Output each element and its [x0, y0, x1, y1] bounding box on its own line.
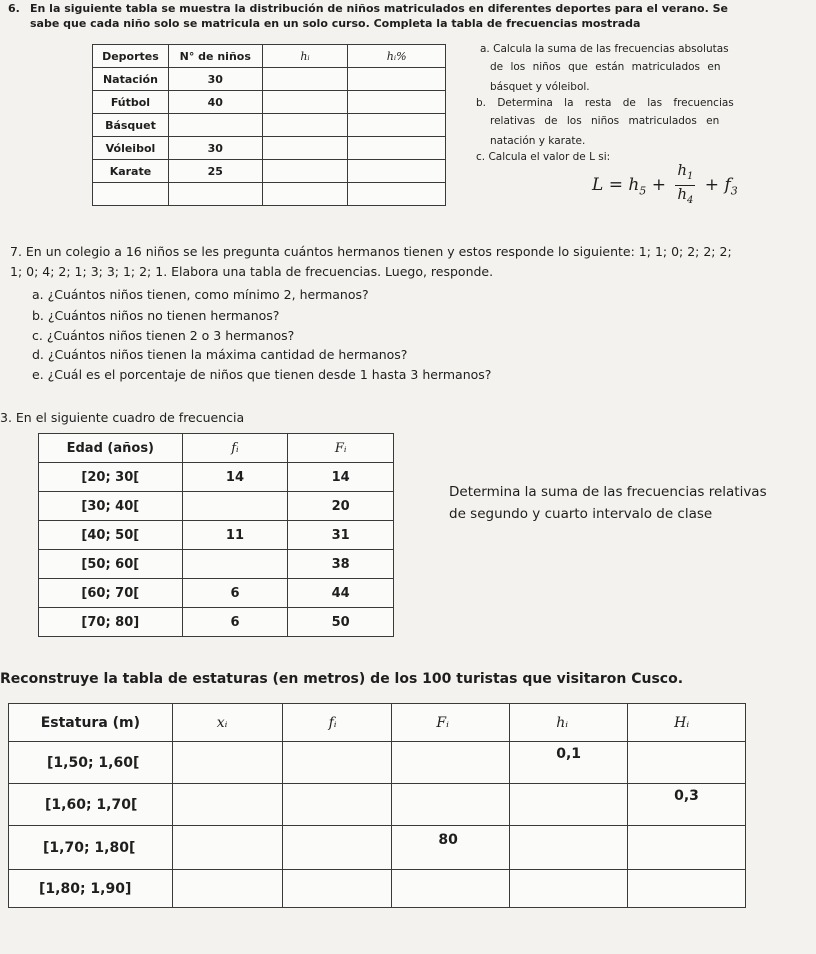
- height-header-fi: fᵢ: [282, 704, 392, 742]
- table-cell: 14: [288, 463, 394, 492]
- table-cell: [172, 870, 282, 908]
- ex6-number: 6.: [8, 2, 20, 15]
- table-cell: [1,50; 1,60[: [9, 742, 173, 784]
- table-cell: 31: [288, 521, 394, 550]
- sports-header-hi: hᵢ: [262, 45, 348, 68]
- formula-sub3: 3: [730, 184, 738, 198]
- table-cell: [262, 68, 348, 91]
- table-cell: 38: [288, 550, 394, 579]
- table-cell: [262, 137, 348, 160]
- table-cell: 14: [182, 463, 288, 492]
- table-cell: 0,1: [510, 742, 628, 784]
- table-cell: [40; 50[: [39, 521, 183, 550]
- table-cell: [262, 183, 348, 206]
- table-cell: [1,80; 1,90]: [9, 870, 173, 908]
- ex6-question-b-line3: natación y karate.: [490, 135, 586, 147]
- table-cell: [282, 784, 392, 826]
- table-cell: [1,60; 1,70[: [9, 784, 173, 826]
- table-cell: [348, 91, 446, 114]
- ex7-statement-line2: 1; 0; 4; 2; 1; 3; 3; 1; 2; 1. Elabora una tabla de frecuencias. Luego, responde.: [10, 264, 494, 279]
- ex6-question-c: c. Calcula el valor de L si:: [476, 151, 611, 163]
- table-cell: [168, 114, 262, 137]
- table-cell: [348, 137, 446, 160]
- table-cell: Vóleibol: [93, 137, 169, 160]
- table-cell: [20; 30[: [39, 463, 183, 492]
- height-header-xi: xᵢ: [172, 704, 282, 742]
- height-frequency-table: [8, 703, 746, 908]
- sports-header-hi-pct: hᵢ%: [348, 45, 446, 68]
- table-cell: [348, 68, 446, 91]
- table-cell: 6: [182, 579, 288, 608]
- table-cell: Fútbol: [93, 91, 169, 114]
- table-cell: [392, 784, 510, 826]
- ex6-question-a-line1: a. Calcula la suma de las frecuencias absolutas: [480, 43, 729, 55]
- table-cell: [182, 550, 288, 579]
- table-cell: 0,3: [628, 784, 746, 826]
- table-cell: [282, 826, 392, 870]
- table-cell: 20: [288, 492, 394, 521]
- ex6-statement-line1: En la siguiente tabla se muestra la distribución de niños matriculados en diferentes deportes para el verano. Se: [30, 2, 728, 15]
- age-header-Fi: Fᵢ: [288, 434, 394, 463]
- table-cell: [60; 70[: [39, 579, 183, 608]
- table-cell: 44: [288, 579, 394, 608]
- ex8-title: 3. En el siguiente cuadro de frecuencia: [0, 410, 245, 425]
- table-cell: [168, 183, 262, 206]
- table-cell: [282, 870, 392, 908]
- table-cell: [262, 91, 348, 114]
- formula-lhs: L = h: [592, 175, 640, 195]
- table-cell: [70; 80]: [39, 608, 183, 637]
- table-cell: [172, 784, 282, 826]
- table-cell: [628, 742, 746, 784]
- ex6-statement-line2: sabe que cada niño solo se matricula en un solo curso. Completa la tabla de frecuencias mostrada: [30, 17, 641, 30]
- age-header-fi: fᵢ: [182, 434, 288, 463]
- ex7-question-e: e. ¿Cuál es el porcentaje de niños que tienen desde 1 hasta 3 hermanos?: [32, 367, 492, 382]
- ex7-statement-line1: 7. En un colegio a 16 niños se les pregunta cuántos hermanos tienen y estos responde lo siguiente: 1; 1; 0; 2; 2; 2;: [10, 244, 732, 259]
- height-header-hi: hᵢ: [510, 704, 628, 742]
- table-cell: 11: [182, 521, 288, 550]
- table-cell: [93, 183, 169, 206]
- table-cell: [50; 60[: [39, 550, 183, 579]
- table-cell: Básquet: [93, 114, 169, 137]
- formula-num-sub: 1: [687, 171, 694, 182]
- ex6-question-b-line1: b. Determina la resta de las frecuencias: [476, 97, 734, 109]
- ex8-question-line1: Determina la suma de las frecuencias relativas: [449, 484, 767, 500]
- table-cell: [628, 826, 746, 870]
- ex8-question-line2: de segundo y cuarto intervalo de clase: [449, 506, 713, 522]
- ex7-question-b: b. ¿Cuántos niños no tienen hermanos?: [32, 308, 280, 323]
- table-cell: [510, 870, 628, 908]
- age-frequency-table: [38, 433, 394, 637]
- table-cell: [348, 160, 446, 183]
- table-cell: 30: [168, 137, 262, 160]
- table-cell: Karate: [93, 160, 169, 183]
- table-cell: [392, 742, 510, 784]
- height-header-estatura: Estatura (m): [9, 704, 173, 742]
- table-cell: [348, 114, 446, 137]
- table-cell: [510, 826, 628, 870]
- ex6-question-a-line2: de los niños que están matriculados en: [490, 61, 721, 73]
- table-cell: [172, 826, 282, 870]
- age-header-edad: Edad (años): [39, 434, 183, 463]
- ex7-question-c: c. ¿Cuántos niños tienen 2 o 3 hermanos?: [32, 328, 295, 343]
- table-cell: [1,70; 1,80[: [9, 826, 173, 870]
- table-cell: [182, 492, 288, 521]
- table-cell: [392, 870, 510, 908]
- table-cell: 6: [182, 608, 288, 637]
- ex7-question-a: a. ¿Cuántos niños tienen, como mínimo 2, hermanos?: [32, 287, 369, 302]
- formula-num: h: [677, 161, 688, 179]
- formula-plus-f: + f: [699, 175, 731, 195]
- formula-plus: +: [646, 175, 672, 195]
- ex7-question-d: d. ¿Cuántos niños tienen la máxima cantidad de hermanos?: [32, 347, 408, 362]
- table-cell: 50: [288, 608, 394, 637]
- table-cell: [510, 784, 628, 826]
- table-cell: [262, 160, 348, 183]
- ex6-question-b-line2: relativas de los niños matriculados en: [490, 115, 720, 127]
- ex6-question-a-line3: básquet y vóleibol.: [490, 81, 590, 93]
- table-cell: [282, 742, 392, 784]
- table-cell: [172, 742, 282, 784]
- table-cell: Natación: [93, 68, 169, 91]
- table-cell: 30: [168, 68, 262, 91]
- height-header-Fi: Fᵢ: [392, 704, 510, 742]
- table-cell: 40: [168, 91, 262, 114]
- formula-den-sub: 4: [687, 195, 694, 206]
- table-cell: [348, 183, 446, 206]
- sports-header-deportes: Deportes: [93, 45, 169, 68]
- table-cell: 80: [392, 826, 510, 870]
- height-header-Hi: Hᵢ: [628, 704, 746, 742]
- table-cell: 25: [168, 160, 262, 183]
- sports-table: [92, 44, 446, 206]
- table-cell: [262, 114, 348, 137]
- table-cell: [628, 870, 746, 908]
- formula-sub5: 5: [639, 184, 647, 198]
- sports-header-ninos: N° de niños: [168, 45, 262, 68]
- formula-den: h: [677, 185, 688, 203]
- ex6-formula: [592, 162, 738, 209]
- table-cell: [30; 40[: [39, 492, 183, 521]
- ex9-title: Reconstruye la tabla de estaturas (en metros) de los 100 turistas que visitaron Cusco.: [0, 671, 684, 687]
- formula-fraction: [675, 162, 695, 209]
